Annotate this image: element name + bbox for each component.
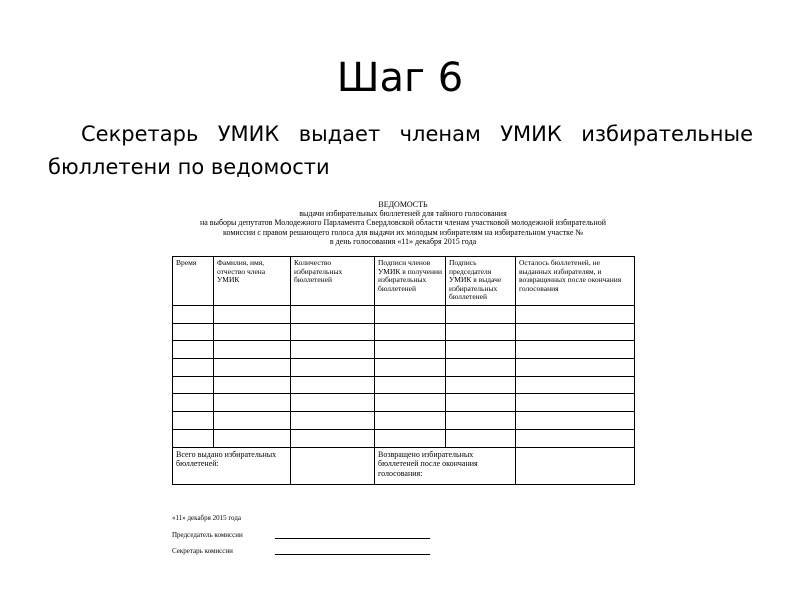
table-cell — [291, 412, 375, 430]
column-header-time: Время — [173, 257, 214, 306]
table-cell — [516, 376, 635, 394]
table-cell — [375, 429, 446, 447]
table-cell — [446, 306, 516, 324]
table-cell — [291, 306, 375, 324]
table-cell — [291, 394, 375, 412]
table-cell — [173, 394, 214, 412]
table-cell — [214, 429, 291, 447]
table-cell — [214, 412, 291, 430]
table-row — [173, 429, 635, 447]
table-cell — [173, 376, 214, 394]
table-row — [173, 412, 635, 430]
document-subtitle-line: в день голосования «11» декабря 2015 года — [329, 236, 477, 246]
table-cell — [214, 376, 291, 394]
table-row — [173, 394, 635, 412]
table-row — [173, 341, 635, 359]
column-header-member-signature: Подписи членов УМИК в получении избирательных бюллетеней — [375, 257, 446, 306]
table-cell — [214, 359, 291, 377]
table-cell — [173, 412, 214, 430]
slide-body-text: Секретарь УМИК выдает членам УМИК избирательные бюллетени по ведомости — [48, 122, 753, 179]
total-returned-label: Возвращено избирательных бюллетеней после окончания голосования: — [375, 447, 516, 484]
table-cell — [291, 341, 375, 359]
chairman-signature-line — [275, 538, 430, 539]
table-row — [173, 306, 635, 324]
table-cell — [173, 341, 214, 359]
table-cell — [446, 359, 516, 377]
slide-title: Шаг 6 — [336, 55, 464, 101]
table-cell — [375, 376, 446, 394]
table-cell — [516, 429, 635, 447]
table-total-row — [173, 447, 635, 484]
table-cell — [291, 376, 375, 394]
table-cell — [291, 323, 375, 341]
secretary-label: Секретарь комиссии — [172, 547, 233, 555]
table-cell — [173, 323, 214, 341]
table-cell — [173, 306, 214, 324]
document-subtitle-line: на выборы депутатов Молодежного Парламента Свердловской области членам участковой молодежной избирательной — [199, 218, 607, 228]
table-cell — [446, 412, 516, 430]
table-cell — [214, 394, 291, 412]
document-subtitle-line: комиссии с правом решающего голоса для выдачи их молодым избирателям на избирательном участке № — [222, 227, 583, 237]
table-cell — [173, 429, 214, 447]
table-cell — [291, 359, 375, 377]
table-cell — [516, 341, 635, 359]
table-cell — [446, 341, 516, 359]
chairman-label: Председатель комиссии — [172, 531, 243, 539]
table-row — [173, 323, 635, 341]
secretary-signature-line — [275, 554, 430, 555]
table-cell — [375, 323, 446, 341]
table-cell — [446, 323, 516, 341]
table-row — [173, 376, 635, 394]
table-cell — [214, 323, 291, 341]
table-header-row — [173, 257, 635, 306]
table-cell — [291, 429, 375, 447]
table-cell — [375, 412, 446, 430]
table-cell — [446, 376, 516, 394]
table-cell — [516, 412, 635, 430]
table-cell — [516, 323, 635, 341]
table-cell — [173, 359, 214, 377]
document-subtitle-line: выдачи избирательных бюллетеней для тайного голосования — [299, 209, 507, 219]
table-cell — [446, 394, 516, 412]
total-issued-label: Всего выдано избирательных бюллетеней: — [173, 447, 291, 484]
table-cell — [516, 359, 635, 377]
vedomost-document — [172, 200, 634, 555]
column-header-count: Количество избирательных бюллетеней — [291, 257, 375, 306]
table-cell — [516, 394, 635, 412]
document-date: «11» декабря 2015 года — [172, 514, 242, 522]
table-cell — [375, 341, 446, 359]
table-cell — [446, 429, 516, 447]
total-returned-cell — [516, 447, 635, 484]
table-cell — [214, 306, 291, 324]
document-header — [172, 200, 634, 246]
vedomost-table — [172, 256, 635, 485]
column-header-chairman-signature: Подпись председателя УМИК в выдаче избирательных бюллетеней — [446, 257, 516, 306]
table-cell — [375, 394, 446, 412]
document-heading: ВЕДОМОСТЬ — [378, 200, 428, 209]
column-header-name: Фамилия, имя, отчество члена УМИК — [214, 257, 291, 306]
table-cell — [516, 306, 635, 324]
table-cell — [375, 306, 446, 324]
total-issued-cell — [291, 447, 375, 484]
table-cell — [375, 359, 446, 377]
table-row — [173, 359, 635, 377]
column-header-remaining: Осталось бюллетеней, не выданных избирателям, и возвращенных после окончания голосования — [516, 257, 635, 306]
table-cell — [214, 341, 291, 359]
